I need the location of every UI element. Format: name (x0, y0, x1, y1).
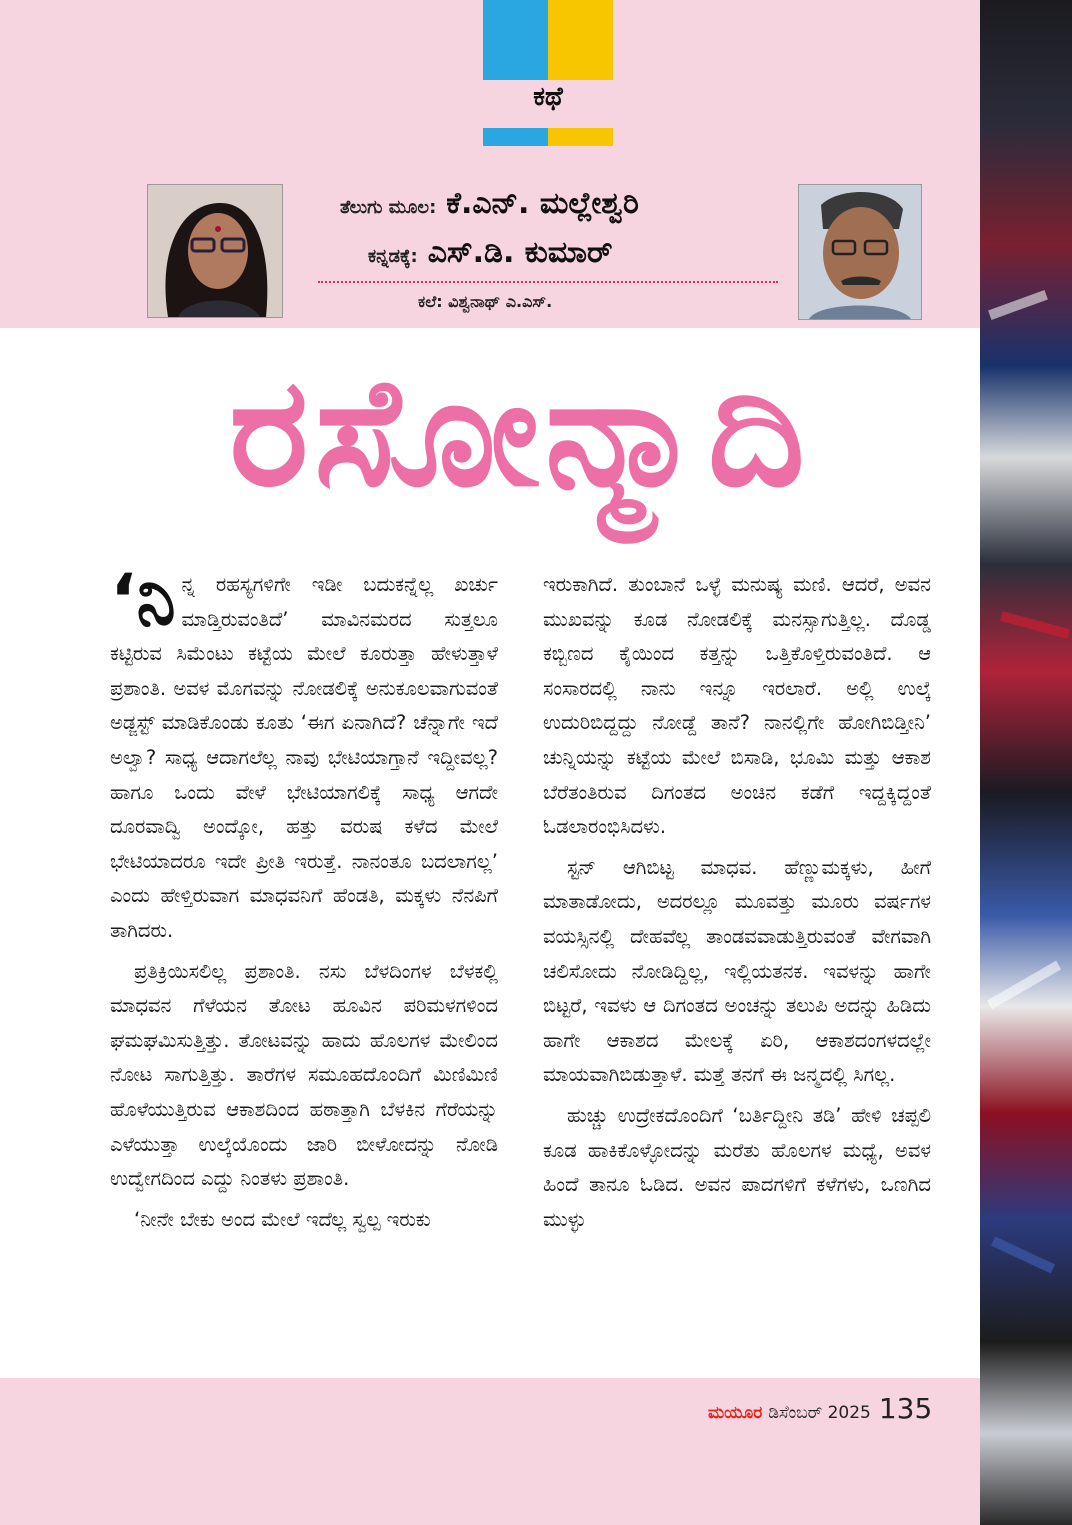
artwork-strip (980, 0, 1072, 1525)
art-stroke (987, 961, 1061, 1010)
translation-label: ಕನ್ನಡಕ್ಕೆ: (368, 246, 418, 267)
translation-credit (368, 235, 613, 270)
paragraph: ಇರುಕಾಗಿದೆ. ತುಂಬಾನೆ ಒಳ್ಳೆ ಮನುಷ್ಯ ಮಣಿ. ಆದರೆ, ಅವನ ಮುಖವನ್ನು ಕೂಡ ನೋಡಲಿಕ್ಕೆ ಮನಸ್ಸಾಗುತ್ತಿಲ್ಲ. ದೊಡ್ಡ ಕಬ್ಬಿಣದ ಕೈಯಿಂದ ಕತ್ತನ್ನು ಒತ್ತಿಕೊಳ್ತಿರುವಂತಿದೆ. ಆ ಸಂಸಾರದಲ್ಲಿ ನಾನು ಇನ್ನೂ ಇರಲಾರೆ. ಅಲ್ಲಿ ಉಲ್ಕೆ ಉದುರಿಬಿದ್ದದ್ದು ನೋಡ್ದೆ ತಾನೆ? ನಾನಲ್ಲಿಗೇ ಹೋಗಿಬಿಡ್ತೀನಿ’ ಚುನ್ನಿಯನ್ನು ಕಟ್ಟೆಯ ಮೇಲೆ ಬಿಸಾಡಿ, ಭೂಮಿ ಮತ್ತು ಆಕಾಶ ಬೆರೆತಂತಿರುವ ದಿಗಂತದ ಅಂಚಿನ ಕಡೆಗೆ ಇದ್ದಕ್ಕಿದ್ದಂತೆ ಓಡಲಾರಂಭಿಸಿದಳು. (543, 573, 931, 839)
section-bar-blue (483, 128, 548, 146)
page-number: 135 (878, 1392, 933, 1425)
original-label: ತೆಲುಗು ಮೂಲ: (340, 197, 437, 218)
art-stroke (1000, 611, 1070, 639)
page-folio (708, 1392, 932, 1425)
art-stroke (991, 1237, 1055, 1274)
paragraph: ‘ನೀನೇ ಬೇಕು ಅಂದ ಮೇಲೆ ಇದೆಲ್ಲ ಸ್ವಲ್ಪ ಇರುಕು (134, 1207, 431, 1231)
issue-month: ಡಿಸೆಂಬರ್ 2025 (768, 1403, 871, 1423)
magazine-name: ಮಯೂರ (708, 1403, 763, 1423)
section-block-blue (483, 0, 548, 80)
paragraph: ಹುಚ್ಚು ಉದ್ರೇಕದೊಂದಿಗೆ ‘ಬರ್ತಿದ್ದೀನಿ ತಡಿ’ ಹೇಳಿ ಚಪ್ಪಲಿ ಕೂಡ ಹಾಕಿಕೊಳ್ಳೋದನ್ನು ಮರೆತು ಹೊಲಗಳ ಮಧ್ಯೆ, ಅವಳ ಹಿಂದೆ ತಾನೂ ಓಡಿದ. ಅವನ ಪಾದಗಳಿಗೆ ಕಳೆಗಳು, ಒಣಗಿದ ಮುಳ್ಳು (543, 1103, 931, 1231)
art-stroke (988, 290, 1048, 320)
original-credit (340, 186, 639, 221)
text-column-2 (543, 568, 931, 1243)
section-label: ಕಥೆ (533, 82, 563, 112)
section-bar-yellow (548, 128, 613, 146)
story-title: ರಸೋನ್ಮಾದಿ (229, 344, 811, 520)
translator-name: ಎಸ್.ಡಿ. ಕುಮಾರ್ (427, 235, 613, 270)
paragraph: ಪ್ರತಿಕ್ರಿಯಿಸಲಿಲ್ಲ ಪ್ರಶಾಂತಿ. ನಸು ಬೆಳದಿಂಗಳ ಬೆಳಕಲ್ಲಿ ಮಾಧವನ ಗೆಳೆಯನ ತೋಟ ಹೂವಿನ ಪರಿಮಳಗಳಿಂದ ಘಮಘಮಿಸುತ್ತಿತ್ತು. ತೋಟವನ್ನು ಹಾದು ಹೊಲಗಳ ಮೇಲಿಂದ ನೋಟ ಸಾಗುತ್ತಿತ್ತು. ತಾರೆಗಳ ಸಮೂಹದೊಂದಿಗೆ ಮಿಣಿಮಿಣಿ ಹೊಳೆಯುತ್ತಿರುವ ಆಕಾಶದಿಂದ ಹಠಾತ್ತಾಗಿ ಬೆಳಕಿನ ಗೆರೆಯನ್ನು ಎಳೆಯುತ್ತಾ ಉಲ್ಕೆಯೊಂದು ಜಾರಿ ಬೀಳೋದನ್ನು ನೋಡಿ ಉದ್ವೇಗದಿಂದ ಎದ್ದು ನಿಂತಳು ಪ್ರಶಾಂತಿ. (110, 959, 498, 1191)
paragraph: ಸ್ಟನ್ ಆಗಿಬಿಟ್ಟ ಮಾಧವ. ಹೆಣ್ಣುಮಕ್ಕಳು, ಹೀಗೆ ಮಾತಾಡೋದು, ಅದರಲ್ಲೂ ಮೂವತ್ತು ಮೂರು ವರ್ಷಗಳ ವಯಸ್ಸಿನಲ್ಲಿ ದೇಹವೆಲ್ಲ ತಾಂಡವವಾಡುತ್ತಿರುವಂತೆ ವೇಗವಾಗಿ ಚಲಿಸೋದು ನೋಡಿದ್ದಿಲ್ಲ, ಇಲ್ಲಿಯತನಕ. ಇವಳನ್ನು ಹಾಗೇ ಬಿಟ್ಟರೆ, ಇವಳು ಆ ದಿಗಂತದ ಅಂಚನ್ನು ತಲುಪಿ ಅದನ್ನು ಹಿಡಿದು ಹಾಗೇ ಆಕಾಶದ ಮೇಲಕ್ಕೆ ಏರಿ, ಆಕಾಶದಂಗಳದಲ್ಲೇ ಮಾಯವಾಗಿಬಿಡುತ್ತಾಳೆ. ಮತ್ತೆ ತನಗೆ ಈ ಜನ್ಮದಲ್ಲಿ ಸಿಗಲ್ಲ. (543, 855, 931, 1087)
section-block-yellow (548, 0, 613, 80)
translator-photo (798, 184, 922, 320)
paragraph: ‘ನಿನ್ನ ರಹಸ್ಯಗಳಿಗೇ ಇಡೀ ಬದುಕನ್ನೆಲ್ಲ ಖರ್ಚು ಮಾಡ್ತಿರುವಂತಿದೆ’ ಮಾವಿನಮರದ ಸುತ್ತಲೂ ಕಟ್ಟಿರುವ ಸಿಮೆಂಟು ಕಟ್ಟೆಯ ಮೇಲೆ ಕೂರುತ್ತಾ ಹೇಳುತ್ತಾಳೆ ಪ್ರಶಾಂತಿ. ಅವಳ ಮೊಗವನ್ನು ನೋಡಲಿಕ್ಕೆ ಅನುಕೂಲವಾಗುವಂತೆ ಅಡ್ಜಸ್ಟ್ ಮಾಡಿಕೊಂಡು ಕೂತು ‘ಈಗ ಏನಾಗಿದೆ? ಚೆನ್ನಾಗೇ ಇದೆ ಅಲ್ವಾ? ಸಾಧ್ಯ ಆದಾಗಲೆಲ್ಲ ನಾವು ಭೇಟಿಯಾಗ್ತಾನೆ ಇದ್ದೀವಲ್ಲ? ಹಾಗೂ ಒಂದು ವೇಳೆ ಭೇಟಿಯಾಗಲಿಕ್ಕೆ ಸಾಧ್ಯ ಆಗದೇ ದೂರವಾದ್ವಿ ಅಂದ್ಕೋ, ಹತ್ತು ವರುಷ ಕಳೆದ ಮೇಲೆ ಭೇಟಿಯಾದರೂ ಇದೇ ಪ್ರೀತಿ ಇರುತ್ತೆ. ನಾನಂತೂ ಬದಲಾಗಲ್ಲ’ ಎಂದು ಹೇಳ್ತಿರುವಾಗ ಮಾಧವನಿಗೆ ಹೆಂಡತಿ, ಮಕ್ಕಳು ನೆನಪಿಗೆ ತಾಗಿದರು. (110, 559, 498, 942)
credit-divider (318, 281, 778, 283)
author-photo (147, 184, 283, 318)
illustration-credit: ಕಲೆ: ವಿಶ್ವನಾಥ್ ಎ.ಎಸ್. (418, 292, 553, 311)
text-column-1 (110, 559, 498, 1243)
original-author: ಕೆ.ಎನ್. ಮಲ್ಲೇಶ್ವರಿ (446, 186, 639, 221)
drop-cap: ‘ನಿ (110, 559, 176, 641)
